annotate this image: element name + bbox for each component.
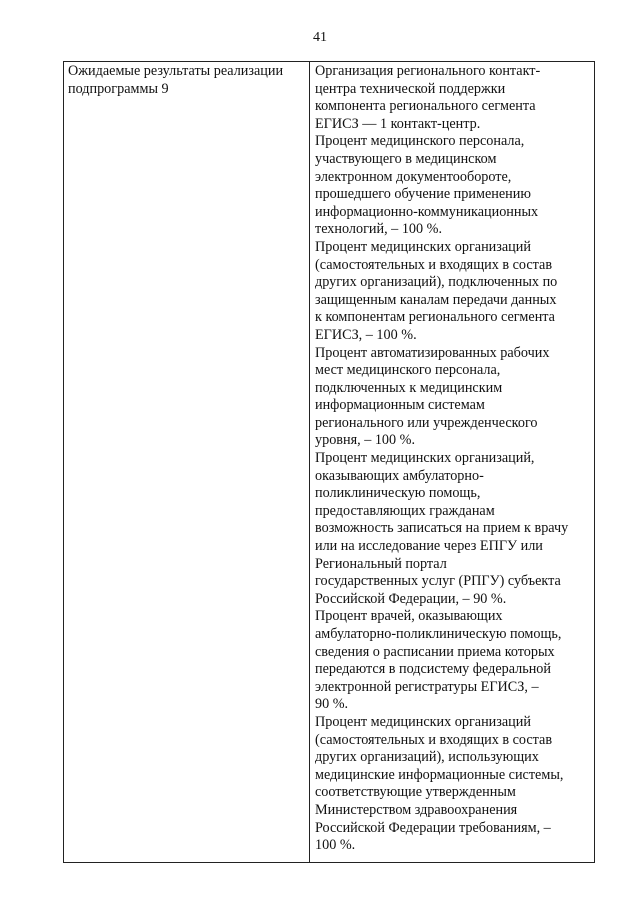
page-number: 41 — [313, 30, 327, 45]
text-line: амбулаторно-поликлиническую помощь, — [315, 626, 562, 642]
text-line: электронном документообороте, — [315, 168, 512, 185]
text-line: других организаций), использующих — [315, 749, 539, 766]
results-table — [63, 61, 595, 863]
text-line: подключенных к медицинским — [315, 379, 503, 396]
text-line: технологий, – 100 %. — [315, 221, 443, 238]
text-line: компонента регионального сегмента — [315, 98, 536, 115]
text-line: 90 %. — [315, 696, 349, 713]
text-line: соответствующие утвержденным — [315, 784, 516, 801]
text-line: Организация регионального контакт- — [315, 63, 541, 79]
result-staff-training — [315, 133, 592, 239]
text-line: Процент медицинских организаций — [315, 238, 531, 255]
result-workstations — [315, 345, 592, 451]
text-line: передаются в подсистему федеральной — [315, 661, 551, 678]
text-line: Министерством здравоохранения — [315, 801, 518, 818]
text-line: информационным системам — [315, 397, 485, 414]
text-line: Российской Федерации требованиям, – — [315, 819, 551, 836]
text-line: Процент врачей, оказывающих — [315, 608, 503, 625]
text-line: оказывающих амбулаторно- — [315, 467, 484, 484]
text-line: государственных услуг (РПГУ) субъекта — [315, 573, 561, 590]
expected-results-cell — [310, 62, 594, 862]
text-line: Процент медицинского персонала, — [315, 133, 525, 150]
text-line: к компонентам регионального сегмента — [315, 309, 555, 326]
result-compliant-systems — [315, 714, 592, 855]
row-label-cell — [64, 62, 310, 862]
result-contact-center — [315, 63, 592, 133]
text-line: медицинские информационные системы, — [315, 766, 564, 783]
text-line: (самостоятельных и входящих в состав — [315, 256, 553, 273]
row-label-line: подпрограммы 9 — [68, 80, 169, 97]
text-line: ЕГИСЗ — 1 контакт-центр. — [315, 115, 481, 132]
text-line: уровня, – 100 %. — [315, 432, 416, 449]
text-line: возможность записаться на прием к врачу — [315, 520, 569, 537]
text-line: Региональный портал — [315, 555, 447, 572]
result-doctor-schedules — [315, 608, 592, 714]
text-line: мест медицинского персонала, — [315, 362, 501, 379]
text-line: 100 %. — [315, 837, 356, 854]
text-line: Процент автоматизированных рабочих — [315, 344, 550, 361]
text-line: защищенным каналам передачи данных — [315, 291, 557, 308]
text-line: регионального или учрежденческого — [315, 414, 538, 431]
result-secure-channels — [315, 239, 592, 345]
text-line: (самостоятельных и входящих в состав — [315, 731, 553, 748]
text-line: Процент медицинских организаций — [315, 713, 531, 730]
text-line: ЕГИСЗ, – 100 %. — [315, 326, 417, 343]
text-line: сведения о расписании приема которых — [315, 643, 555, 660]
text-line: участвующего в медицинском — [315, 150, 497, 167]
text-line: поликлиническую помощь, — [315, 485, 481, 502]
text-line: Процент медицинских организаций, — [315, 450, 535, 467]
row-label-line: Ожидаемые результаты реализации — [68, 63, 284, 79]
text-line: предоставляющих гражданам — [315, 502, 495, 519]
text-line: Российской Федерации, – 90 %. — [315, 590, 507, 607]
text-line: или на исследование через ЕПГУ или — [315, 538, 543, 555]
text-line: прошедшего обучение применению — [315, 186, 531, 203]
text-line: центра технической поддержки — [315, 80, 506, 97]
text-line: других организаций), подключенных по — [315, 274, 558, 291]
row-label-text — [68, 63, 305, 98]
result-online-appointments — [315, 450, 592, 608]
text-line: электронной регистратуры ЕГИСЗ, – — [315, 678, 539, 695]
text-line: информационно-коммуникационных — [315, 203, 539, 220]
